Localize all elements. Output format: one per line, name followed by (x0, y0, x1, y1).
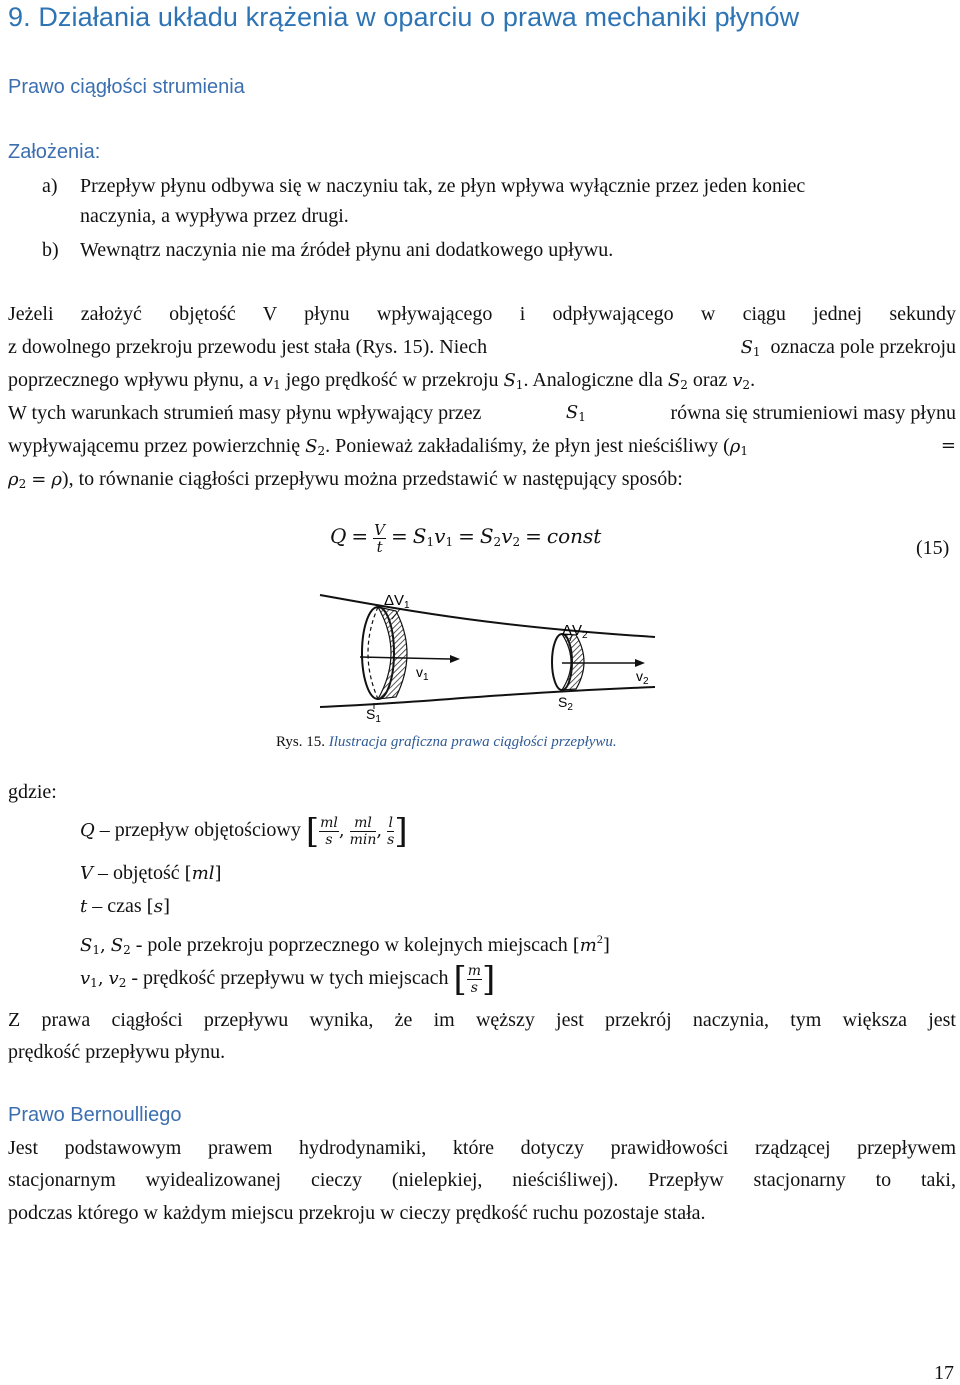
assumption-a-line1: Przepływ płynu odbywa się w naczyniu tak, ze płyn wpływa wyłącznie przez jeden koniec (80, 175, 806, 197)
para1-line4: W tych warunkach strumień masy płynu wpływający przez $S_1$ równa się strumieniowi masy płynu (8, 402, 956, 424)
para1-line2 (8, 331, 956, 368)
def-volume: V – objętość [ml] (80, 862, 222, 884)
equation-number: (15) (916, 537, 950, 559)
para1-line6: $\rho_2 = \rho$), to równanie ciągłości przepływu można przedstawić w następujący sposób: (8, 468, 683, 491)
para1-line1: Jeżeli założyć objętość V płynu wpływającego i odpływającego w ciągu jednej sekundy (8, 303, 956, 325)
cross-section-s1-dashed (368, 607, 378, 699)
label-s1: $S_1$ (366, 706, 381, 725)
where-label: gdzie: (8, 781, 57, 803)
para1-line5: wypływającemu przez powierzchnię $S_2$. Ponieważ zakładaliśmy, że płyn jest nieściśliwy ($\rho_1$ = (8, 435, 956, 458)
label-s2: $S_2$ (558, 694, 573, 713)
volume-dv2-hatch (562, 634, 584, 690)
def-cross-section: $S_1$, $S_2$ - pole przekroju poprzecznego w kolejnych miejscach $[m^2]$ (80, 932, 610, 957)
para1-line2-text-a: z dowolnego przekroju przewodu jest stała (Rys. 15). Niech (8, 336, 488, 358)
label-v2: $v_2$ (636, 668, 649, 687)
para2-line1: Z prawa ciągłości przepływu wynika, że im węższy jest przekrój naczynia, tym większa jest (8, 1009, 956, 1031)
continuity-flow-figure (300, 585, 680, 725)
assumption-a-marker: a) (42, 175, 58, 197)
assumption-b-marker: b) (42, 239, 59, 261)
assumption-a-line2: naczynia, a wypływa przez drugi. (80, 205, 349, 227)
label-v1: $v_1$ (416, 664, 429, 683)
para3-line2: stacjonarnym wyidealizowanej cieczy (nielepkiej, nieściśliwej). Przepływ stacjonarny to taki, (8, 1169, 956, 1191)
para1-line3: poprzecznego wpływu płynu, a $v_1$ jego prędkość w przekroju $S_1$. Analogiczne dla $S_2$ oraz $v_2$. (8, 369, 756, 392)
section-title-continuity: Prawo ciągłości strumienia (8, 76, 245, 98)
volume-dv1-hatch (378, 607, 407, 699)
continuity-equation: Q = $\frac{V}{t}$ = $S_1v_1 = S_2v_2$ = const (330, 521, 602, 556)
tube-lower-wall (320, 687, 655, 707)
symbol-s1: $S_1$ oznacza pole przekroju (740, 336, 956, 359)
def-volumetric-flow: Q – przepływ objętościowy [ $\frac{ml}{s}$ , $\frac{ml}{\min}$ , $\frac{l}{s}$ ] (80, 811, 408, 852)
def-velocity: $v_1$, $v_2$ - prędkość przepływu w tych miejscach [ $\frac{m}{s}$ ] (80, 959, 496, 1000)
figure-caption: Rys. 15. Ilustracja graficzna prawa ciągłości przepływu. (276, 734, 617, 750)
velocity-arrowhead-v1 (450, 655, 460, 663)
para3-line1: Jest podstawowym prawem hydrodynamiki, które dotyczy prawidłowości rządzącej przepływem (8, 1137, 956, 1159)
velocity-arrowhead-v2 (635, 659, 645, 667)
section-title-bernoulli: Prawo Bernoulliego (8, 1104, 182, 1126)
assumption-b-line1: Wewnątrz naczynia nie ma źródeł płynu ani dodatkowego upływu. (80, 239, 614, 261)
velocity-arrow-v1 (360, 657, 450, 659)
assumptions-label: Założenia: (8, 141, 101, 163)
para2-line2: prędkość przepływu płynu. (8, 1041, 226, 1063)
label-dv1: $\Delta V_1$ (384, 592, 410, 611)
page-number: 17 (934, 1362, 954, 1384)
label-dv2: $\Delta V_2$ (562, 622, 588, 641)
para3-line3: podczas którego w każdym miejscu przekroju w cieczy prędkość ruchu pozostaje stała. (8, 1202, 706, 1224)
page-heading: 9. Działania układu krążenia w oparciu o prawa mechaniki płynów (8, 2, 800, 32)
def-time: t – czas [s] (80, 895, 170, 917)
